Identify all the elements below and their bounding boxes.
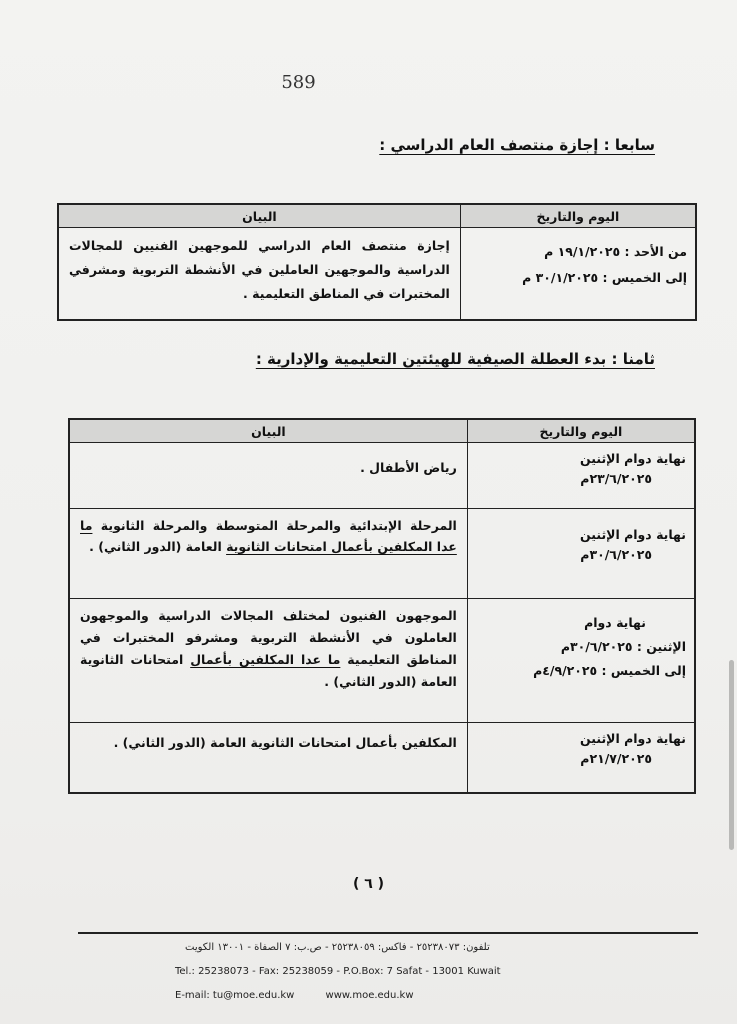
table-header-row (58, 204, 696, 228)
exception-text: ما عدا المكلفين بأعمال (190, 652, 341, 667)
column-header-date: اليوم والتاريخ (460, 204, 696, 228)
table-row (69, 723, 695, 793)
contact-english: Tel.: 25238073 - Fax: 25238059 - P.O.Box: 7 Safat - 13001 Kuwait (175, 966, 501, 977)
description-text: امتحانات الثانوية العامة (الدور الثاني) . (80, 652, 457, 689)
date-line: ٢٣/٦/٢٠٢٥م (580, 471, 652, 486)
date-line: من الأحد : ١٩/١/٢٠٢٥ م (544, 244, 687, 259)
description-cell: إجازة منتصف العام الدراسي للموجهين الفنيين للمجالات الدراسية والموجهين العاملين في الأنشطة التربوية ومشرفي المختبرات في المناطق التعليمية . (58, 228, 460, 320)
date-line: ٢١/٧/٢٠٢٥م (580, 751, 652, 766)
date-cell (467, 443, 695, 509)
contact-web (175, 990, 595, 1001)
date-cell (467, 509, 695, 599)
summer-table (68, 418, 696, 794)
website-link[interactable]: www.moe.edu.kw (325, 990, 414, 1001)
description-text: المرحلة الإبتدائية والمرحلة المتوسطة والمرحلة الثانوية (92, 518, 457, 533)
email-link[interactable]: E-mail: tu@moe.edu.kw (175, 990, 295, 1001)
contact-arabic: تلفون: ٢٥٢٣٨٠٧٣ - فاكس: ٢٥٢٣٨٠٥٩ - ص.ب: ٧ الصفاة - ١٣٠٠١ الكويت (185, 942, 490, 953)
description-cell: رياض الأطفال . (69, 443, 467, 509)
date-line: نهاية دوام الإثنين (580, 451, 686, 466)
date-line: نهاية دوام الإثنين (580, 731, 686, 746)
column-header-date: اليوم والتاريخ (467, 419, 695, 443)
table-row (69, 599, 695, 723)
date-line: الإثنين : ٣٠/٦/٢٠٢٥م (560, 639, 686, 654)
table-row (58, 228, 696, 320)
date-line: إلى الخميس : ٣٠/١/٢٠٢٥ م (522, 270, 687, 285)
date-line: نهاية دوام (584, 615, 646, 630)
section-heading-midyear: سابعا : إجازة منتصف العام الدراسي : (379, 136, 655, 154)
date-line: إلى الخميس : ٤/٩/٢٠٢٥م (533, 663, 686, 678)
page-number: 589 (281, 72, 316, 93)
table-row (69, 509, 695, 599)
section-heading-summer: ثامنا : بدء العطلة الصيفية للهيئتين التعليمية والإدارية : (255, 350, 655, 368)
footer-divider (78, 932, 698, 934)
date-cell (467, 599, 695, 723)
date-line: نهاية دوام الإثنين (580, 527, 686, 542)
description-cell (69, 509, 467, 599)
column-header-description: البيان (69, 419, 467, 443)
table-row (69, 443, 695, 509)
column-header-description: البيان (58, 204, 460, 228)
description-cell: المكلفين بأعمال امتحانات الثانوية العامة (الدور الثاني) . (69, 723, 467, 793)
date-cell (460, 228, 696, 320)
date-line: ٣٠/٦/٢٠٢٥م (580, 547, 652, 562)
footer-page-label: ( ٦ ) (352, 876, 385, 892)
exception-text: ما عدا المكلفين بأعمال امتحانات الثانوية (80, 518, 457, 554)
description-text: العامة (الدور الثاني) . (89, 539, 227, 554)
scrollbar-thumb[interactable] (729, 660, 734, 850)
table-header-row (69, 419, 695, 443)
description-text: الموجهون الفنيون لمختلف المجالات الدراسية والموجهون العاملون في الأنشطة التربوية ومشرفو المختبرات في المناطق التعليمية (80, 608, 457, 667)
date-cell (467, 723, 695, 793)
description-cell (69, 599, 467, 723)
midyear-table (57, 203, 697, 321)
